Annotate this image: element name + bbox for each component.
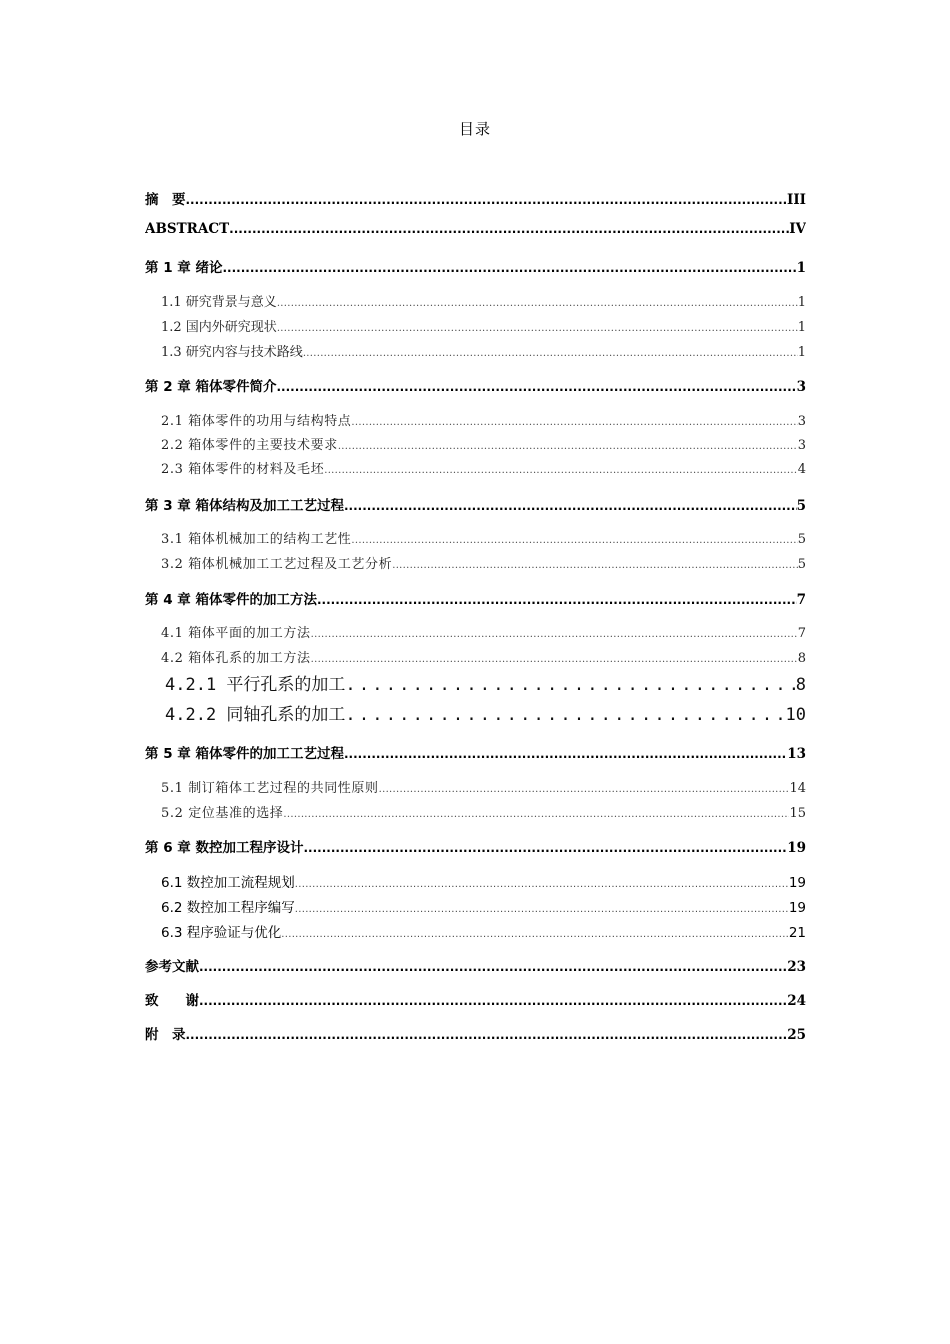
toc-entry-label: 4.2.1 平行孔系的加工 <box>165 675 346 695</box>
toc-entry-chapter-2[interactable] <box>145 375 806 395</box>
toc-entry-label: 5.2 定位基准的选择 <box>161 806 284 821</box>
toc-entry-chapter-3[interactable] <box>145 494 806 514</box>
toc-entry-section-5-1[interactable] <box>161 777 806 796</box>
toc-entry-label: 6.1 数控加工流程规划 <box>161 875 295 891</box>
toc-entry-label: 4.2.2 同轴孔系的加工 <box>165 705 346 725</box>
toc-page-number: 8 <box>797 651 806 666</box>
toc-page-number: 13 <box>787 746 806 762</box>
toc-page-number: 5 <box>796 498 806 514</box>
toc-entry-chapter-4[interactable] <box>145 588 806 608</box>
toc-entry-label: 第 6 章 数控加工程序设计 <box>145 840 304 856</box>
toc-entry-section-6-1[interactable] <box>161 871 806 891</box>
toc-page-number: 19 <box>787 840 806 856</box>
toc-entry-section-2-1[interactable] <box>161 410 806 429</box>
toc-entry-label: 2.3 箱体零件的材料及毛坯 <box>161 462 325 477</box>
toc-page-number: 3 <box>797 414 806 429</box>
toc-page-number: 1 <box>797 320 806 335</box>
toc-entry-label: 6.2 数控加工程序编写 <box>161 900 295 916</box>
toc-entry-label: 2.1 箱体零件的功用与结构特点 <box>161 414 352 429</box>
dot-leader <box>281 929 789 940</box>
toc-page-number: 5 <box>797 532 806 547</box>
toc-page-number: 7 <box>796 592 806 608</box>
dot-leader <box>303 348 798 359</box>
toc-entry-section-4-1[interactable] <box>161 622 806 641</box>
dot-leader <box>311 654 798 665</box>
toc-page-number: 3 <box>796 379 806 395</box>
dot-leader <box>379 784 790 795</box>
toc-title: 目录 <box>458 120 491 138</box>
toc-entry-section-6-2[interactable] <box>161 896 806 916</box>
toc-entry-label: 3.1 箱体机械加工的结构工艺性 <box>161 532 352 547</box>
toc-entry-section-3-1[interactable] <box>161 528 806 547</box>
dot-leader <box>304 841 788 855</box>
toc-page-number: 1 <box>797 295 806 310</box>
toc-entry-label: 第 4 章 箱体零件的加工方法 <box>145 592 317 608</box>
toc-entry-abstract-en[interactable] <box>145 221 806 237</box>
toc-entry-label: 参考文献 <box>145 959 199 975</box>
toc-page-number: 24 <box>787 993 806 1009</box>
dot-leader <box>324 465 798 476</box>
toc-entry-label: 第 3 章 箱体结构及加工工艺过程 <box>145 498 344 514</box>
dot-leader <box>351 417 797 428</box>
dot-leader <box>295 904 789 915</box>
toc-page-number: IV <box>789 221 806 237</box>
toc-page-number: 21 <box>788 925 806 941</box>
toc-entry-section-2-3[interactable] <box>161 458 806 477</box>
toc-page-number: 14 <box>789 781 806 796</box>
dot-leader <box>338 441 798 452</box>
toc-entry-section-3-2[interactable] <box>161 553 806 572</box>
toc-entry-appendix[interactable] <box>145 1023 806 1043</box>
toc-page-number: 1 <box>797 345 806 360</box>
dot-leader <box>223 261 797 275</box>
toc-entry-section-2-2[interactable] <box>161 434 806 453</box>
dot-leader <box>351 535 797 546</box>
toc-page-number: 4 <box>797 462 806 477</box>
dot-leader <box>277 298 798 309</box>
dot-leader <box>345 675 795 695</box>
toc-page-number: 19 <box>788 900 806 916</box>
toc-entry-label: 4.2 箱体孔系的加工方法 <box>161 651 311 666</box>
dot-leader <box>199 994 787 1008</box>
dot-leader <box>229 222 789 236</box>
toc-entry-label: 4.1 箱体平面的加工方法 <box>161 626 311 641</box>
toc-entry-chapter-6[interactable] <box>145 836 806 856</box>
toc-entry-section-4-2[interactable] <box>161 647 806 666</box>
toc-page-number: 19 <box>788 875 806 891</box>
toc-entry-label: 致 谢 <box>145 993 199 1009</box>
toc-entry-label: ABSTRACT <box>145 221 230 237</box>
toc-entry-section-1-1[interactable] <box>161 291 806 310</box>
dot-leader <box>283 809 789 820</box>
toc-page-number: III <box>787 192 806 208</box>
toc-entry-label: 第 1 章 绪论 <box>145 260 223 276</box>
toc-entry-section-5-2[interactable] <box>161 802 806 821</box>
toc-entry-label: 摘 要 <box>145 192 186 208</box>
toc-entry-acknowledgements[interactable] <box>145 989 806 1009</box>
dot-leader <box>344 747 787 761</box>
toc-page-number: 7 <box>797 626 806 641</box>
dot-leader <box>199 960 787 974</box>
toc-page-number: 15 <box>789 806 806 821</box>
toc-page-number: 8 <box>795 675 806 695</box>
toc-entry-abstract-cn[interactable] <box>145 188 806 208</box>
dot-leader <box>295 879 789 890</box>
toc-page-number: 1 <box>796 260 806 276</box>
toc-entry-references[interactable] <box>145 955 806 975</box>
toc-entry-label: 1.3 研究内容与技术路线 <box>161 345 303 360</box>
toc-entry-label: 6.3 程序验证与优化 <box>161 925 282 941</box>
toc-page-number: 5 <box>797 557 806 572</box>
dot-leader <box>317 593 797 607</box>
toc-entry-section-1-2[interactable] <box>161 316 806 335</box>
toc-entry-label: 1.1 研究背景与意义 <box>161 295 277 310</box>
toc-entry-section-6-3[interactable] <box>161 921 806 941</box>
dot-leader <box>186 1028 788 1042</box>
dot-leader <box>277 323 798 334</box>
toc-entry-label: 第 5 章 箱体零件的加工工艺过程 <box>145 746 344 762</box>
dot-leader <box>277 380 797 394</box>
toc-page-number: 3 <box>797 438 806 453</box>
toc-entry-label: 2.2 箱体零件的主要技术要求 <box>161 438 338 453</box>
toc-entry-section-4-2-2[interactable] <box>165 700 806 725</box>
toc-entry-chapter-5[interactable] <box>145 742 806 762</box>
dot-leader <box>345 705 785 725</box>
toc-entry-section-4-2-1[interactable] <box>165 670 806 695</box>
toc-entry-label: 5.1 制订箱体工艺过程的共同性原则 <box>161 781 379 796</box>
toc-entry-chapter-1[interactable] <box>145 256 806 276</box>
toc-entry-section-1-3[interactable] <box>161 341 806 360</box>
toc-page-number: 25 <box>787 1027 806 1043</box>
toc-entry-label: 1.2 国内外研究现状 <box>161 320 277 335</box>
dot-leader <box>186 193 788 207</box>
dot-leader <box>392 560 798 571</box>
toc-page-number: 23 <box>787 959 806 975</box>
toc-entry-label: 附 录 <box>145 1027 186 1043</box>
toc-page-number: 10 <box>785 705 806 725</box>
toc-entry-label: 第 2 章 箱体零件简介 <box>145 379 277 395</box>
dot-leader <box>344 499 797 513</box>
dot-leader <box>311 629 798 640</box>
toc-entry-label: 3.2 箱体机械加工工艺过程及工艺分析 <box>161 557 393 572</box>
